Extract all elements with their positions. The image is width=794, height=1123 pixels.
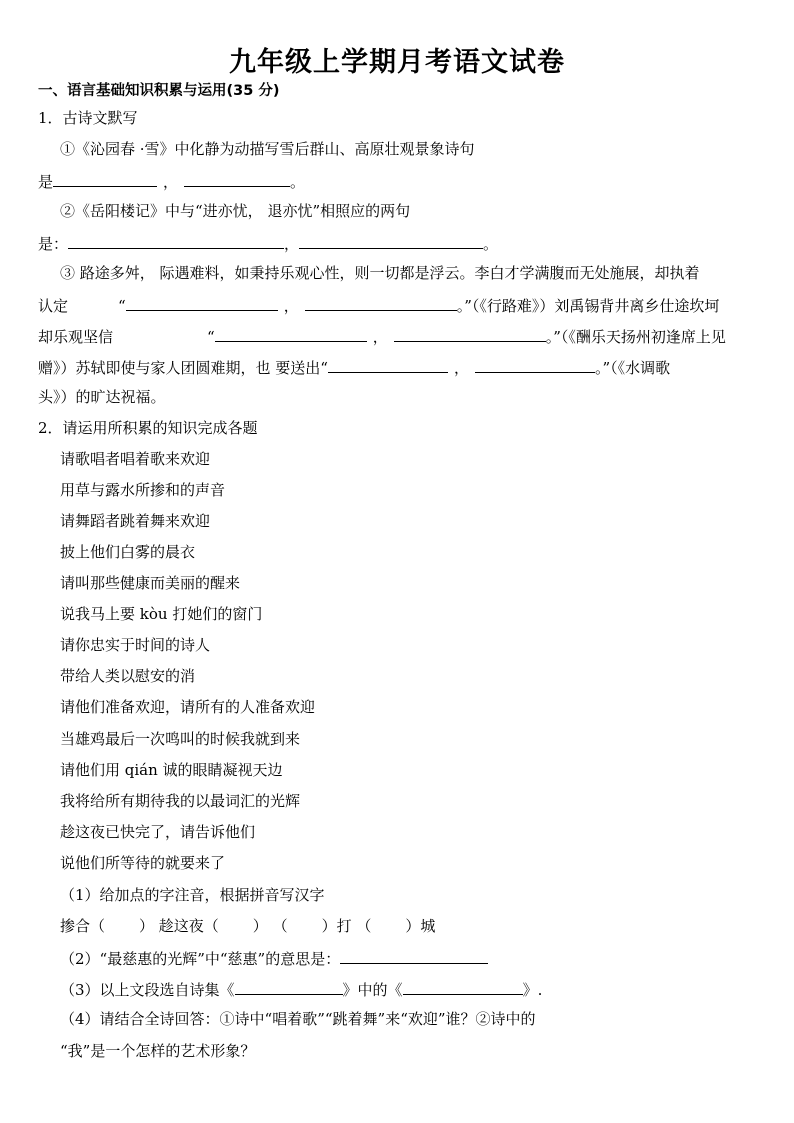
answer-blank[interactable] [184, 170, 290, 187]
q1-item-c-line4: 赠》）苏轼即使与家人团圆难期，也 要送出“ ， 。”（《水调歌 [38, 356, 670, 378]
poem-line: 请你忠实于时间的诗人 [60, 636, 211, 654]
poem-line: 当雄鸡最后一次鸣叫的时候我就到来 [60, 730, 301, 748]
answer-blank[interactable] [305, 294, 457, 311]
q1-item-c-line5: 头》）的旷达祝福。 [38, 388, 166, 406]
q1-item-b-answer: 是： ， 。 [38, 232, 498, 254]
poem-line: 说我马上要 kòu 打她们的窗门 [60, 605, 263, 623]
q1-item-a-text: ①《沁园春 ·雪》中化静为动描写雪后群山、高原壮观景象诗句 [60, 140, 475, 158]
answer-blank[interactable] [53, 170, 157, 187]
poem-line: 请他们准备欢迎，请所有的人准备欢迎 [60, 698, 316, 716]
poem-line: 请叫那些健康而美丽的醒来 [60, 574, 241, 592]
page-title: 九年级上学期月考语文试卷 [229, 47, 565, 78]
poem-line: 请歌唱者唱着歌来欢迎 [60, 450, 211, 468]
q1-item-c-text: ③ 路途多舛， 际遇难料，如秉持乐观心性，则一切都是浮云。李白才学满腹而无处施展，却执着 [60, 264, 700, 282]
poem-line: 用草与露水所掺和的声音 [60, 481, 226, 499]
answer-blank[interactable] [126, 294, 278, 311]
q1-item-c-line2: 认定 “ ， 。”（《行路难》）刘禹锡背井离乡仕途坎坷 [38, 294, 719, 316]
poem-line: 我将给所有期待我的以最词汇的光辉 [60, 792, 301, 810]
q1-item-b-text: ②《岳阳楼记》中与“进亦忧， 退亦忧”相照应的两句 [60, 202, 411, 220]
poem-line: 趁这夜已快完了，请告诉他们 [60, 823, 256, 841]
poem-line: 带给人类以慰安的消 [60, 667, 196, 685]
poem-line: 披上他们白雾的晨衣 [60, 543, 196, 561]
answer-blank[interactable] [340, 947, 488, 964]
q1-item-c-line3: 却乐观坚信 “ ， 。”（《酬乐天扬州初逢席上见 [38, 325, 726, 347]
question-1-label: 1．古诗文默写 [38, 109, 138, 127]
sub-question-1: （1）给加点的字注音，根据拼音写汉字 [60, 886, 325, 904]
answer-blank[interactable] [475, 356, 595, 373]
poem-line: 说他们所等待的就要来了 [60, 854, 226, 872]
poem-line: 请舞蹈者跳着舞来欢迎 [60, 512, 211, 530]
answer-blank[interactable] [68, 232, 284, 249]
question-2-label: 2．请运用所积累的知识完成各题 [38, 419, 258, 437]
answer-blank[interactable] [215, 325, 367, 342]
answer-blank[interactable] [235, 978, 343, 995]
sub-question-4-line2: “我”是一个怎样的艺术形象？ [60, 1042, 256, 1060]
sub-question-3: （3）以上文段选自诗集《 》中的《 》. [60, 978, 542, 1000]
section-heading: 一、语言基础知识积累与运用(35 分) [38, 83, 280, 99]
answer-blank[interactable] [403, 978, 523, 995]
q1-item-a-answer: 是 ， 。 [38, 170, 305, 192]
sub-question-1-answers: 掺合（ ） 趁这夜（ ） （ ）打 （ ）城 [60, 917, 436, 935]
sub-question-2: （2）“最慈惠的光辉”中“慈惠”的意思是： [60, 947, 488, 969]
answer-blank[interactable] [299, 232, 483, 249]
sub-question-4-line1: （4）请结合全诗回答：①诗中“唱着歌”“跳着舞”来“欢迎”谁？②诗中的 [60, 1010, 536, 1028]
answer-blank[interactable] [394, 325, 546, 342]
answer-blank[interactable] [328, 356, 448, 373]
poem-line: 请他们用 qián 诚的眼睛凝视天边 [60, 761, 283, 779]
